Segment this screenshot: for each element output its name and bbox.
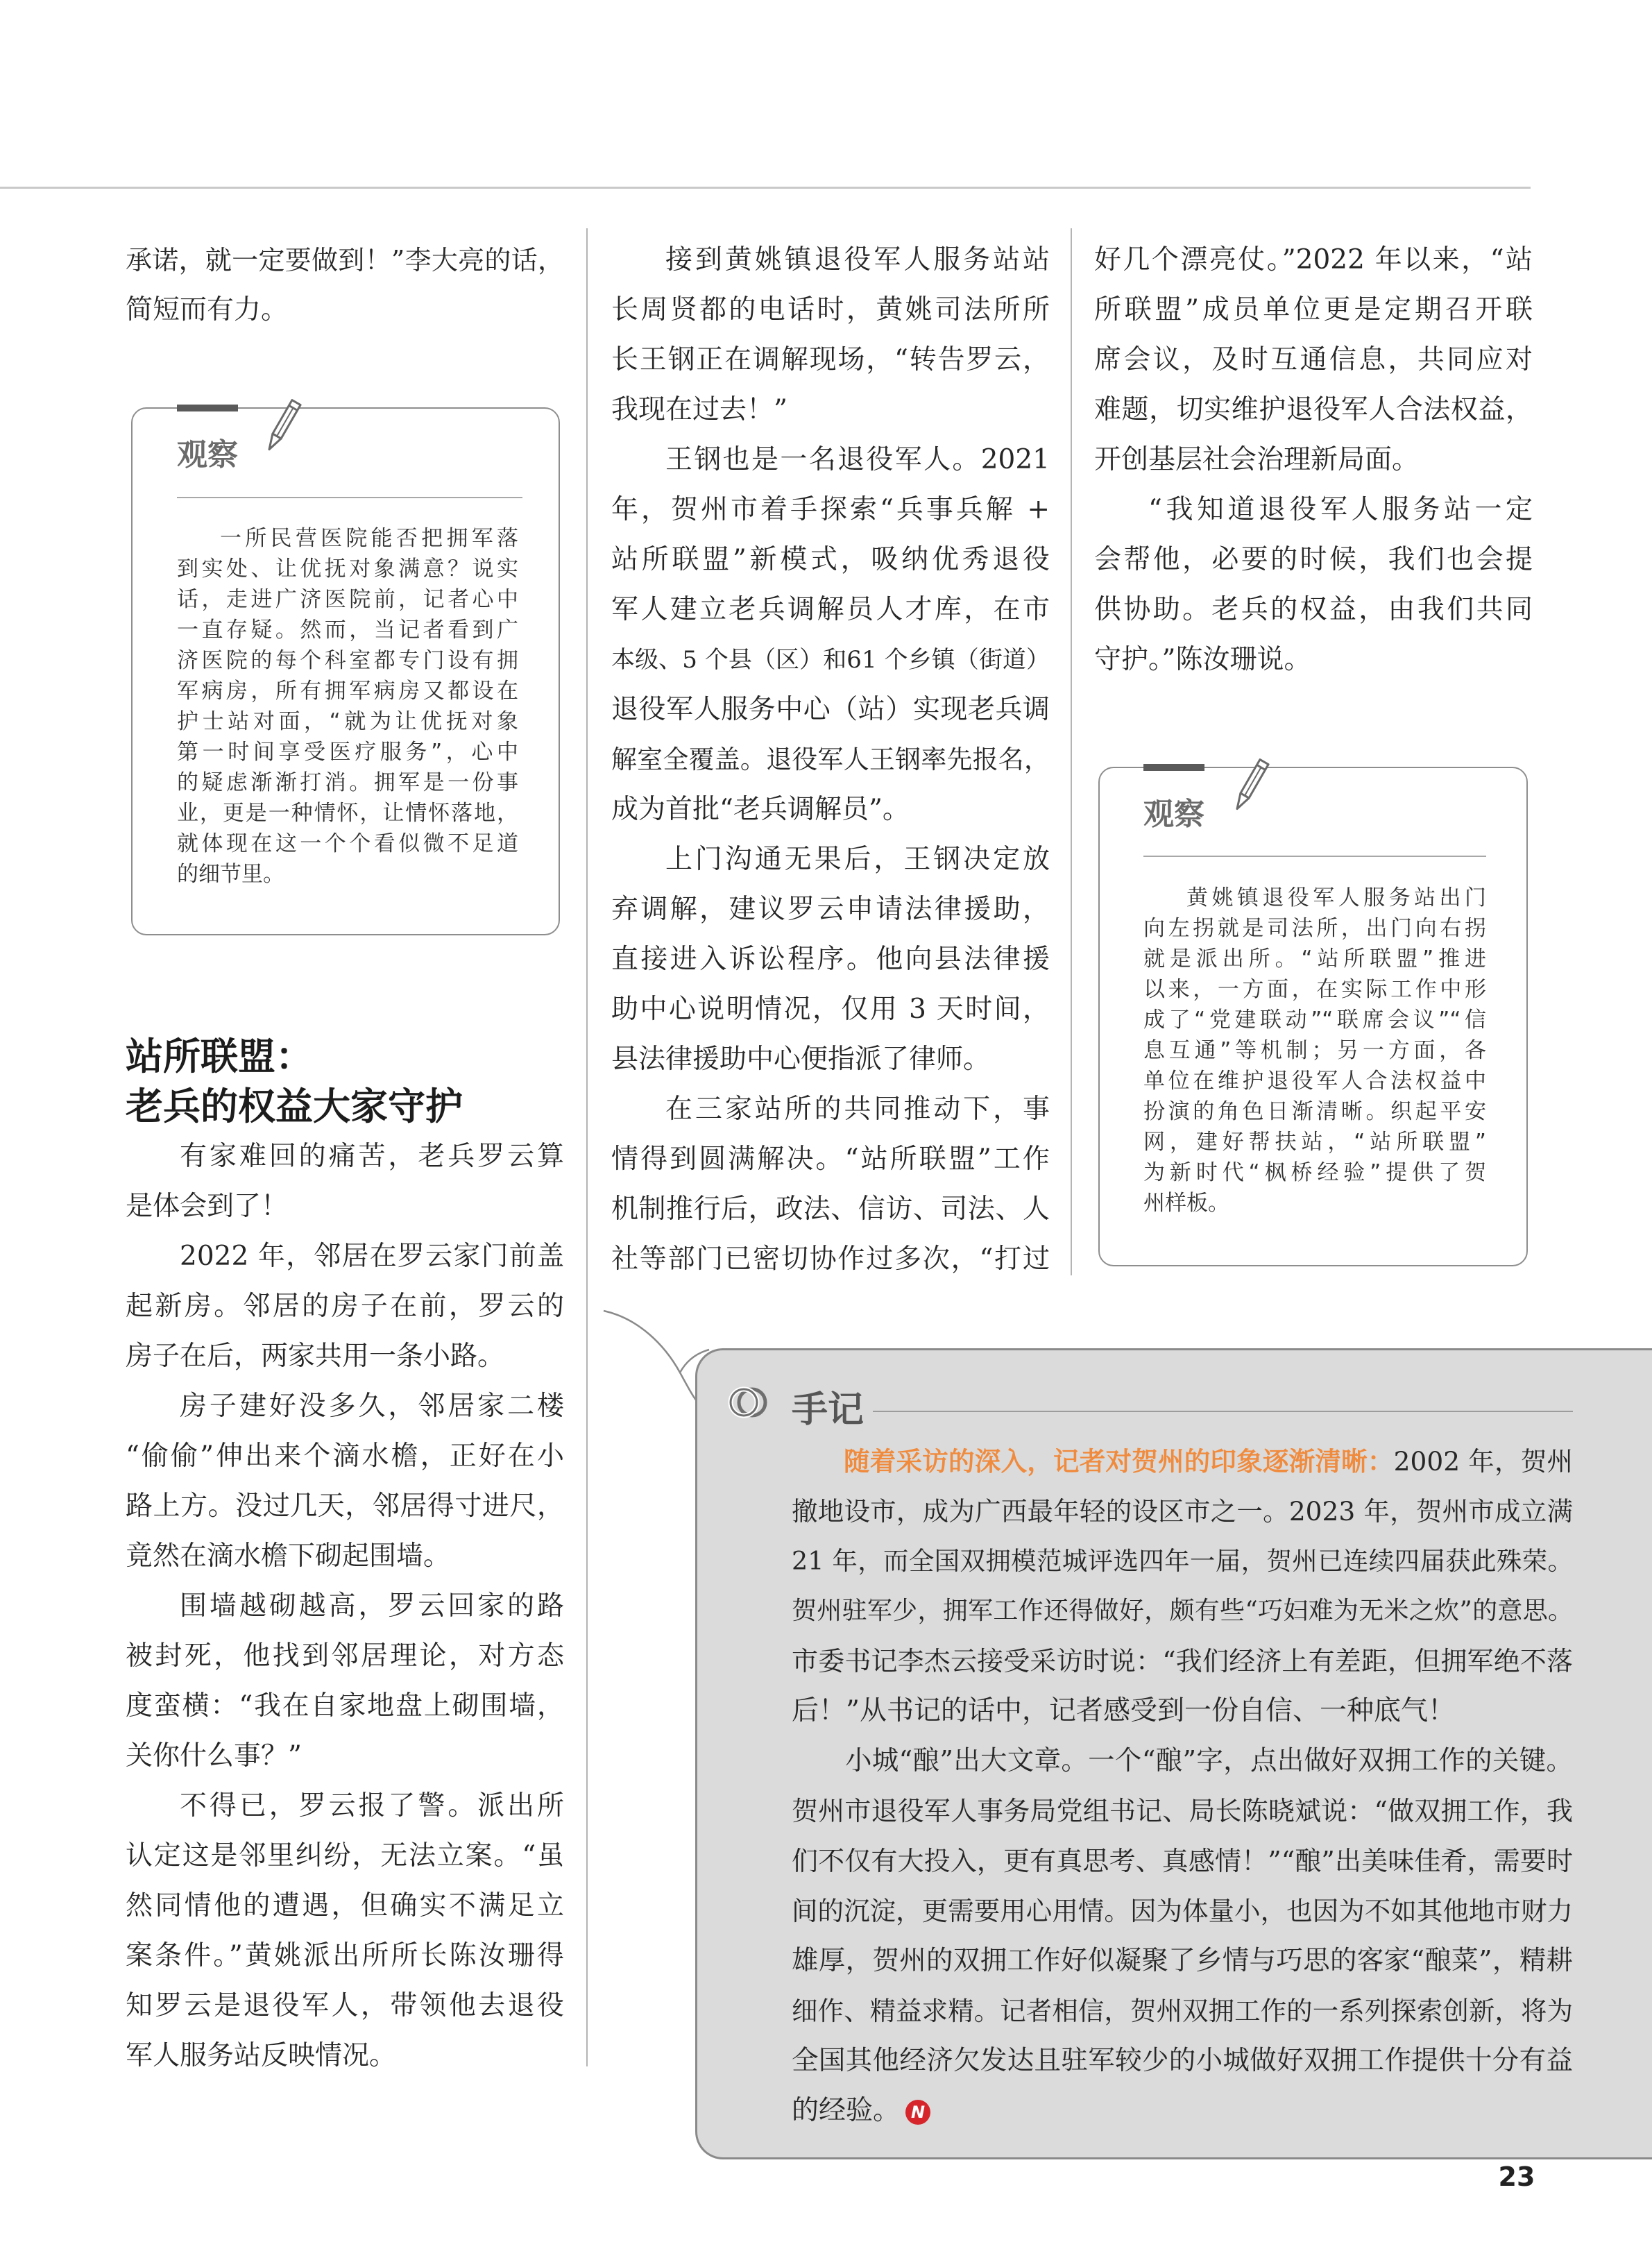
body-line: 全国其他经济欠发达且驻军较少的小城做好双拥工作提供十分有益 [792, 2045, 1573, 2076]
body-line: 后！”从书记的话中，记者感受到一份自信、一种底气！ [792, 1695, 1455, 1726]
paragraph [126, 1232, 564, 1382]
text-line: 到实处、让优抚对象满意？说实 [177, 557, 518, 581]
body-line: 度蛮横：“我在自家地盘上砌围墙， [126, 1690, 564, 1722]
body-line: 开创基层社会治理新局面。 [1094, 444, 1420, 475]
body-line: 有家难回的痛苦，老兵罗云算 [180, 1141, 564, 1172]
body-line: 守护。”陈汝珊说。 [1094, 644, 1311, 675]
body-line: 2022 年，邻居在罗云家门前盖 [180, 1241, 564, 1272]
body-line: 知罗云是退役军人，带领他去退役 [126, 1990, 564, 2021]
body-line: 路上方。没过几天，邻居得寸进尺， [126, 1491, 564, 1522]
body-line: 本级、5 个县（区）和61 个乡镇（街道） [611, 646, 1050, 674]
body-line: 弃调解，建议罗云申请法律援助， [611, 894, 1050, 925]
text-line: 黄姚镇退役军人服务站出门 [1186, 885, 1486, 910]
body-line: 助中心说明情况，仅用 3 天时间， [611, 994, 1050, 1025]
paragraph [792, 1736, 1573, 2136]
paragraph [611, 1085, 1050, 1284]
title-accent-bar [177, 405, 238, 411]
column-2 [611, 235, 1050, 1284]
text-line: 就体现在这一个个看似微不足道 [177, 831, 518, 856]
text-line: 以来，一方面，在实际工作中形 [1143, 977, 1486, 1002]
column-1-top [126, 235, 564, 335]
paragraph [126, 1132, 564, 1232]
observation-box [1098, 767, 1528, 1266]
lead-sentence: 随着采访的深入，记者对贺州的印象逐渐清晰： [844, 1446, 1394, 1477]
body-line: 然同情他的遭遇，但确实不满足立 [126, 1890, 564, 1921]
body-line: 县法律援助中心便指派了律师。 [611, 1044, 991, 1075]
text-line: 第一时间享受医疗服务”，心中 [177, 740, 518, 765]
body-line: 细作、精益求精。记者相信，贺州双拥工作的一系列探索创新，将为 [792, 1996, 1573, 2026]
paragraph [1094, 485, 1533, 685]
text-line: 为新时代“枫桥经验”提供了贺 [1143, 1160, 1486, 1185]
body-line: 站所联盟”新模式，吸纳优秀退役 [611, 544, 1050, 575]
body-line: 简短而有力。 [126, 294, 289, 325]
divider [1143, 856, 1486, 857]
body-line: 市委书记李杰云接受采访时说：“我们经济上有差距，但拥军绝不落 [792, 1646, 1573, 1676]
logo-n-icon: N [905, 2100, 930, 2125]
observation-box [131, 407, 560, 935]
body-line: 退役军人服务中心（站）实现老兵调 [611, 694, 1050, 725]
line-text: 的经验。 [792, 2095, 901, 2126]
body-line: 间的沉淀，更需要用心用情。因为体量小，也因为不如其他地市财力 [792, 1896, 1573, 1926]
handnote-title: 手记 [792, 1389, 865, 1431]
text-line: 州样板。 [1143, 1191, 1229, 1216]
body-line: 接到黄姚镇退役军人服务站站 [665, 244, 1050, 275]
text-line: 向左拐就是司法所，出门向右拐 [1143, 916, 1486, 941]
body-line: 围墙越砌越高，罗云回家的路 [180, 1590, 564, 1622]
body-line: 军人服务站反映情况。 [126, 2040, 397, 2071]
line-text: 2002 年，贺州 [1393, 1446, 1573, 1477]
body-line: 是体会到了！ [126, 1191, 289, 1222]
text-line: 业，更是一种情怀，让情怀落地， [177, 801, 518, 826]
text-line: 护士站对面，“就为让优抚对象 [177, 709, 518, 734]
paragraph [126, 1382, 564, 1581]
body-line: 不得已，罗云报了警。派出所 [180, 1790, 564, 1821]
text-line: 一所民营医院能否把拥军落 [220, 526, 518, 551]
divider [177, 497, 522, 498]
body-line: 房子建好没多久，邻居家二楼 [180, 1391, 564, 1422]
body-line: 认定这是邻里纠纷，无法立案。“虽 [126, 1840, 564, 1871]
observation-text [1143, 883, 1486, 1218]
body-line: 长王钢正在调解现场，“转告罗云， [611, 344, 1050, 375]
text-line: 单位在维护退役军人合法权益中 [1143, 1069, 1486, 1094]
body-line: 我现在过去！” [611, 394, 787, 425]
section-heading [126, 1032, 564, 1132]
text-line: 军病房，所有拥军病房又都设在 [177, 679, 518, 704]
pencil-icon [262, 395, 305, 456]
body-line: 社等部门已密切协作过多次，“打过 [611, 1243, 1050, 1275]
body-line [792, 1436, 1573, 1486]
column-3 [1094, 235, 1533, 685]
body-line: 房子在后，两家共用一条小路。 [126, 1341, 505, 1372]
body-line: 竟然在滴水檐下砌起围墙。 [126, 1540, 451, 1572]
body-line: 直接进入诉讼程序。他向县法律援 [611, 944, 1050, 975]
text-line: 的疑虑渐渐打消。拥军是一份事 [177, 770, 518, 795]
body-line: 军人建立老兵调解员人才库，在市 [611, 594, 1050, 625]
body-line: 案条件。”黄姚派出所所长陈汝珊得 [126, 1940, 564, 1971]
paragraph [126, 1781, 564, 2081]
body-line: 好几个漂亮仗。”2022 年以来，“站 [1094, 244, 1533, 275]
body-line: “偷偷”伸出来个滴水檐，正好在小 [126, 1441, 564, 1472]
body-line: 被封死，他找到邻居理论，对方态 [126, 1640, 564, 1672]
divider [873, 1411, 1573, 1412]
body-line: 们不仅有大投入，更有真思考、真感情！”“酿”出美味佳肴，需要时 [792, 1846, 1573, 1876]
body-line: 席会议，及时互通信息，共同应对 [1094, 344, 1533, 375]
heading-line: 站所联盟： [126, 1035, 313, 1078]
body-line: 难题，切实维护退役军人合法权益， [1094, 394, 1533, 425]
pencil-icon [1229, 754, 1272, 815]
body-line: 承诺，就一定要做到！”李大亮的话， [126, 245, 564, 275]
body-line: 上门沟通无果后，王钢决定放 [665, 844, 1050, 875]
column-1-body [126, 1132, 564, 2081]
observation-title: 观察 [177, 437, 238, 473]
text-line: 话，走进广济医院前，记者心中 [177, 587, 518, 612]
text-line: 扮演的角色日渐清晰。织起平安 [1143, 1099, 1486, 1124]
handnote-box [695, 1348, 1652, 2159]
body-line [792, 2086, 1573, 2136]
body-line: 21 年，而全国双拥模范城评选四年一届，贺州已连续四届获此殊荣。 [792, 1546, 1573, 1576]
body-line: 起新房。邻居的房子在前，罗云的 [126, 1291, 564, 1322]
text-line: 济医院的每个科室都专门设有拥 [177, 648, 518, 673]
body-line: 供协助。老兵的权益，由我们共同 [1094, 594, 1533, 625]
top-rule [0, 187, 1531, 189]
heading-line: 老兵的权益大家守护 [126, 1085, 463, 1128]
body-line: 所联盟”成员单位更是定期召开联 [1094, 294, 1533, 325]
paragraph [126, 1581, 564, 1781]
body-line: 在三家站所的共同推动下，事 [665, 1094, 1050, 1125]
body-line: “我知道退役军人服务站一定 [1148, 494, 1533, 525]
page-number: 23 [1498, 2162, 1535, 2192]
paragraph [1094, 235, 1533, 485]
body-line: 雄厚，贺州的双拥工作好似凝聚了乡情与巧思的客家“酿菜”，精耕 [792, 1945, 1573, 1976]
body-line: 解室全覆盖。退役军人王钢率先报名， [611, 745, 1050, 774]
handnote-text [792, 1436, 1573, 2136]
column-separator [1071, 228, 1072, 1275]
text-line: 网，建好帮扶站，“站所联盟” [1143, 1130, 1486, 1155]
paragraph [611, 435, 1050, 835]
text-line: 息互通”等机制；另一方面，各 [1143, 1038, 1486, 1063]
paragraph [611, 235, 1050, 435]
body-line: 机制推行后，政法、信访、司法、人 [611, 1194, 1050, 1225]
double-ring-icon [727, 1383, 772, 1422]
observation-text [177, 523, 518, 890]
body-line: 王钢也是一名退役军人。2021 [665, 444, 1050, 475]
text-line: 的细节里。 [177, 862, 284, 887]
body-line: 情得到圆满解决。“站所联盟”工作 [611, 1144, 1050, 1175]
body-line: 撤地设市，成为广西最年轻的设区市之一。2023 年，贺州市成立满 [792, 1496, 1573, 1527]
text-line: 就是派出所。“站所联盟”推进 [1143, 946, 1486, 971]
body-line: 会帮他，必要的时候，我们也会提 [1094, 544, 1533, 575]
body-line: 贺州驻军少，拥军工作还得做好，颇有些“巧妇难为无米之炊”的意思。 [792, 1597, 1573, 1625]
body-line: 贺州市退役军人事务局党组书记、局长陈晓斌说：“做双拥工作，我 [792, 1796, 1573, 1826]
body-line: 年，贺州市着手探索“兵事兵解 + [611, 494, 1050, 525]
title-accent-bar [1143, 764, 1204, 771]
text-line: 一直存疑。然而，当记者看到广 [177, 618, 518, 643]
column-separator [586, 228, 588, 2066]
body-line: 关你什么事？” [126, 1740, 302, 1772]
text-line: 成了“党建联动”“联席会议”“信 [1143, 1008, 1486, 1033]
paragraph [611, 835, 1050, 1085]
body-line: 小城“酿”出大文章。一个“酿”字，点出做好双拥工作的关键。 [845, 1745, 1573, 1776]
body-line: 长周贤都的电话时，黄姚司法所所 [611, 294, 1050, 325]
observation-title: 观察 [1143, 797, 1204, 832]
body-line: 成为首批“老兵调解员”。 [611, 794, 910, 825]
paragraph [792, 1436, 1573, 1736]
